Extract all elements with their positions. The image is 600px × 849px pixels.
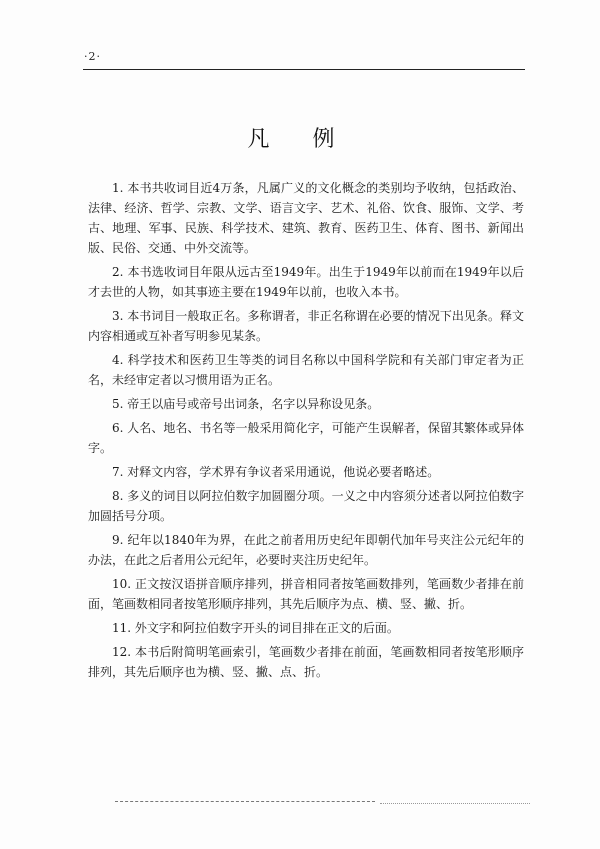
footer-rule-secondary bbox=[380, 803, 530, 804]
guideline-entry-11: 11. 外文字和阿拉伯数字开头的词目排在正文的后面。 bbox=[112, 621, 399, 635]
page-title: 凡 例 bbox=[247, 127, 353, 152]
guideline-entry-3: 3. 本书词目一般取正名。多称谓者，非正名称谓在必要的情况下出见条。释文内容相通或互补者写明参见某条。 bbox=[88, 309, 524, 343]
guideline-entry-7: 7. 对释文内容，学术界有争议者采用通说，他说必要者略述。 bbox=[112, 465, 440, 479]
guidelines-list bbox=[88, 178, 524, 686]
guideline-entry-8: 8. 多义的词目以阿拉伯数字加圆圈分项。一义之中内容须分述者以阿拉伯数字加圆括号分项。 bbox=[88, 489, 524, 523]
guideline-entry-5: 5. 帝王以庙号或帝号出词条，名字以异称设见条。 bbox=[112, 397, 380, 411]
guideline-entry-9: 9. 纪年以1840年为界，在此之前者用历史纪年即朝代加年号夹注公元纪年的办法，在此之后者用公元纪年，必要时夹注历史纪年。 bbox=[88, 533, 524, 567]
page-number: ·2· bbox=[84, 50, 101, 63]
footer-rule bbox=[115, 801, 375, 802]
header-rule bbox=[83, 69, 525, 70]
guideline-entry-10: 10. 正文按汉语拼音顺序排列，拼音相同者按笔画数排列，笔画数少者排在前面，笔画数相同者按笔形顺序排列，其先后顺序为点、横、竖、撇、折。 bbox=[88, 577, 524, 611]
guideline-entry-4: 4. 科学技术和医药卫生等类的词目名称以中国科学院和有关部门审定者为正名，未经审定者以习惯用语为正名。 bbox=[88, 353, 524, 387]
guideline-entry-2: 2. 本书选收词目年限从远古至1949年。出生于1949年以前而在1949年以后才去世的人物，如其事迹主要在1949年以前，也收入本书。 bbox=[88, 265, 524, 299]
guideline-entry-1: 1. 本书共收词目近4万条，凡属广义的文化概念的类别均予收纳，包括政治、法律、经济、哲学、宗教、文学、语言文字、艺术、礼俗、饮食、服饰、文学、考古、地理、军事、民族、科学技术、建筑、教育、医药卫生、体育、图书、新闻出版、民俗、交通、中外交流等。 bbox=[88, 181, 524, 255]
guideline-entry-12: 12. 本书后附简明笔画索引，笔画数少者排在前面，笔画数相同者按笔形顺序排列，其先后顺序也为横、竖、撇、点、折。 bbox=[88, 645, 524, 679]
guideline-entry-6: 6. 人名、地名、书名等一般采用简化字，可能产生误解者，保留其繁体或异体字。 bbox=[88, 421, 524, 455]
